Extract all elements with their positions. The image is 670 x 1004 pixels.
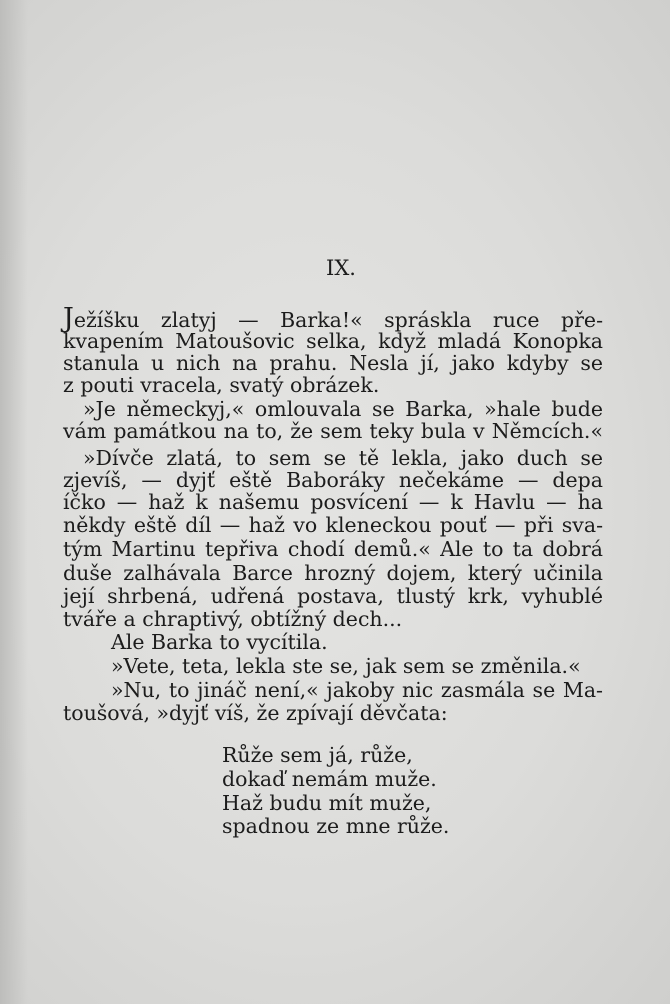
- line-text: ežíšku zlatyj — Barka!« spráskla ruce pře-: [73, 308, 603, 332]
- paragraph-line: íčko — haž k našemu posvícení — k Havlu — ha: [63, 490, 603, 514]
- paragraph-line: stanula u nich na prahu. Nesla jí, jako kdyby se: [63, 351, 603, 375]
- paragraph-line: její shrbená, udřená postava, tlustý krk, vyhublé: [63, 584, 603, 608]
- paragraph-line: tým Martinu tepřiva chodí demů.« Ale to ta dobrá: [63, 537, 603, 561]
- paragraph-line: toušová, »dyjť víš, že zpívají děvčata:: [63, 701, 448, 725]
- paragraph-line: [63, 303, 603, 334]
- paragraph-line: z pouti vracela, svatý obrázek.: [63, 373, 380, 397]
- paragraph-line: tváře a chraptivý, obtížný dech...: [63, 607, 403, 631]
- paragraph-line: kvapením Matoušovic selka, když mladá Konopka: [63, 329, 603, 353]
- verse-line: Haž budu mít muže,: [222, 791, 432, 815]
- page-gutter-shadow: [0, 0, 28, 1004]
- verse-line: dokaď nemám muže.: [222, 767, 437, 791]
- verse-line: Růže sem já, růže,: [222, 743, 413, 767]
- verse-line: spadnou ze mne růže.: [222, 814, 450, 838]
- paragraph-line: duše zalhávala Barce hrozný dojem, který učinila: [63, 561, 603, 585]
- paragraph-line: »Nu, to jináč není,« jakoby nic zasmála se Ma-: [111, 678, 603, 702]
- paragraph-line: někdy eště díl — haž vo kleneckou pouť — při sva-: [63, 513, 603, 537]
- paragraph-line: »Je německyj,« omlouvala se Barka, »hale bude: [83, 397, 603, 421]
- paragraph-line: vám památkou na to, že sem teky bula v Němcích.«: [63, 419, 603, 443]
- paragraph-line: »Dívče zlatá, to sem se tě lekla, jako duch se: [83, 446, 603, 470]
- drop-cap: J: [63, 303, 74, 334]
- paragraph-line: zjevíš, — dyjť eště Baboráky nečekáme — depa: [63, 468, 603, 492]
- chapter-heading: IX.: [326, 256, 356, 280]
- paragraph-line: Ale Barka to vycítila.: [111, 630, 328, 654]
- paragraph-line: »Vete, teta, lekla ste se, jak sem se změnila.«: [111, 654, 581, 678]
